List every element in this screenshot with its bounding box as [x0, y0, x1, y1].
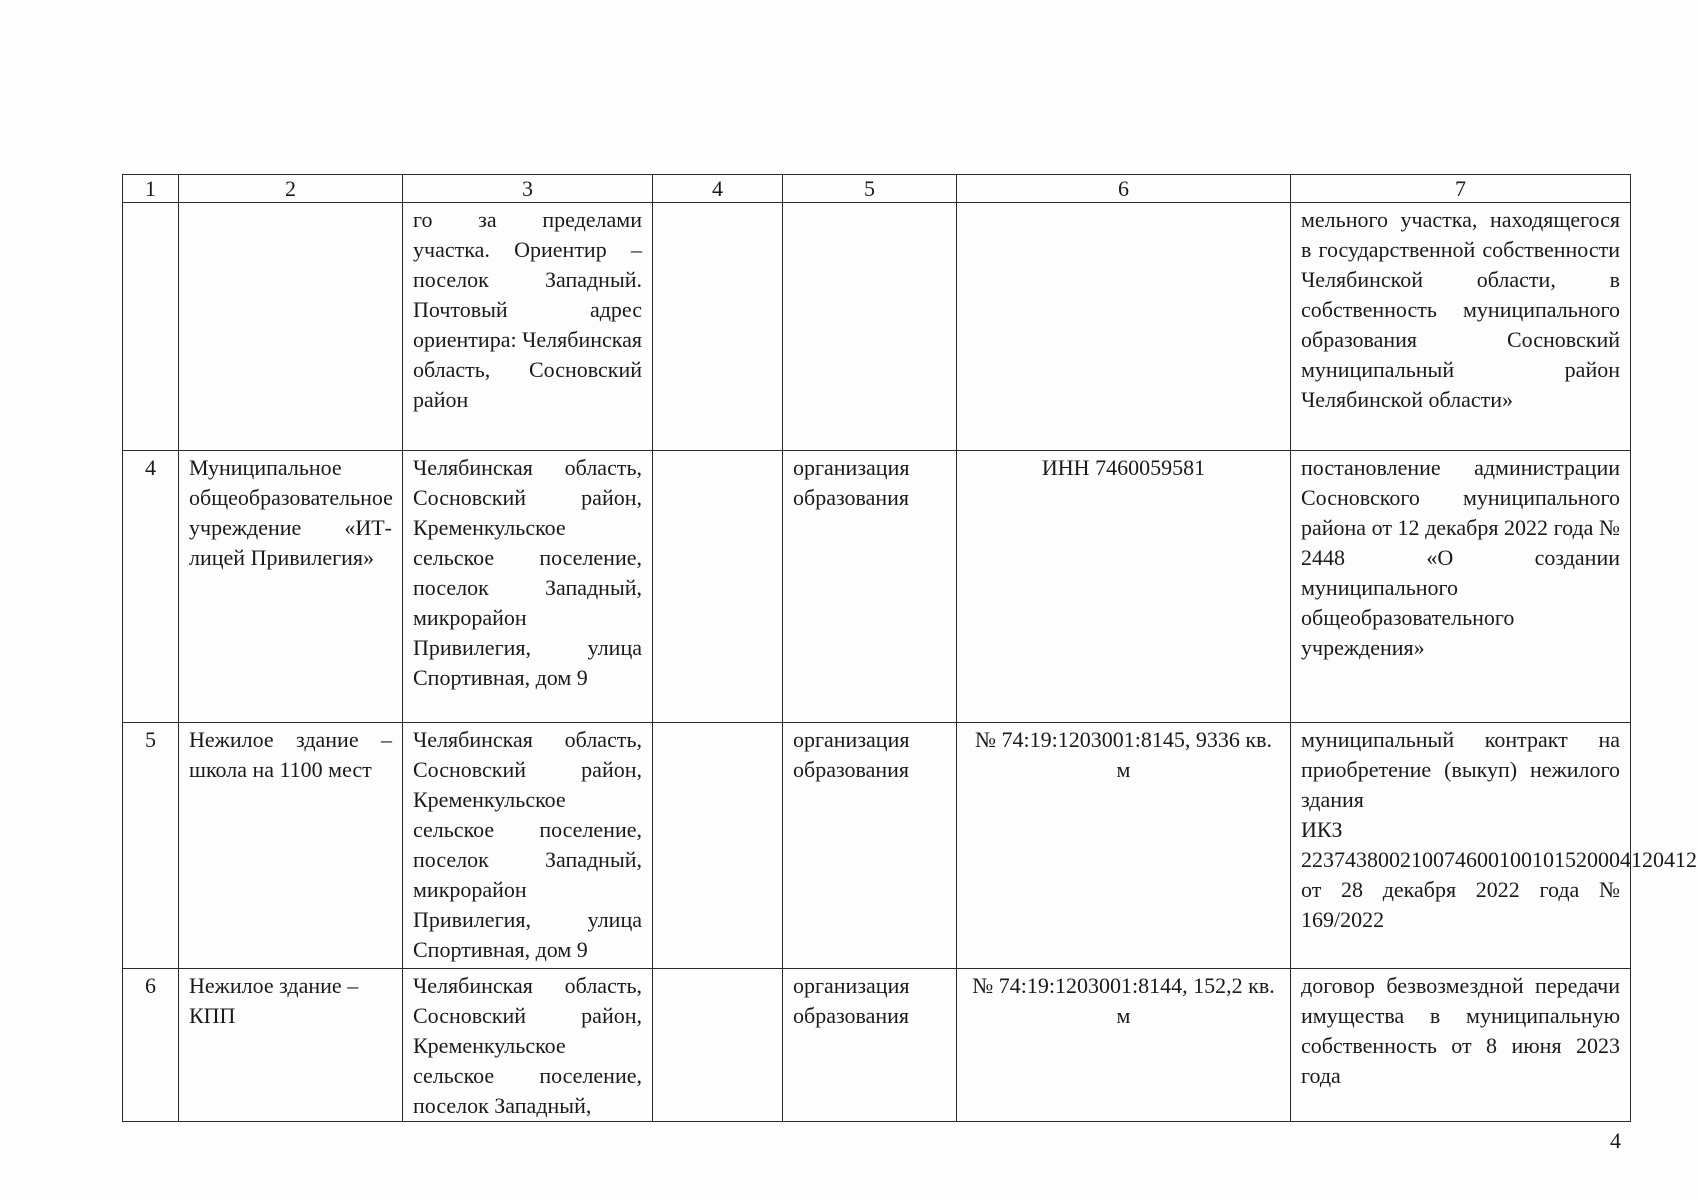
holder-type: [783, 203, 957, 451]
identifier: № 74:19:1203001:8144, 152,2 кв. м: [957, 969, 1291, 1122]
holder-type: организация образования: [783, 451, 957, 723]
holder-type: организация образования: [783, 969, 957, 1122]
object-name: Нежилое здание – КПП: [179, 969, 403, 1122]
page-number: 4: [1610, 1128, 1621, 1153]
row-number: 5: [123, 723, 179, 969]
row-number: [123, 203, 179, 451]
legal-basis: муниципальный контракт на приобретение (выкуп) нежилого здания ИКЗ 223743800210074600100101520004120412 от 28 декабря 2022 года № 169/2022: [1291, 723, 1631, 969]
object-name: [179, 203, 403, 451]
header-col-3: 3: [403, 175, 653, 203]
col-4-cell: [653, 451, 783, 723]
holder-type: организация образования: [783, 723, 957, 969]
table-row: [123, 451, 1631, 723]
object-name: Нежилое здание – школа на 1100 мест: [179, 723, 403, 969]
header-col-4: 4: [653, 175, 783, 203]
header-col-1: 1: [123, 175, 179, 203]
object-address: Челябинская область, Сосновский район, Кременкульское сельское поселение, поселок Западный, микрорайон Привилегия, улица Спортивная, дом 9: [403, 451, 653, 723]
header-col-7: 7: [1291, 175, 1631, 203]
legal-basis: договор безвозмездной передачи имущества в муниципальную собственность от 8 июня 2023 года: [1291, 969, 1631, 1122]
header-col-6: 6: [957, 175, 1291, 203]
header-row: [123, 175, 1631, 203]
object-address: го за пределами участка. Ориентир – поселок Западный. Почтовый адрес ориентира: Челябинская область, Сосновский район: [403, 203, 653, 451]
row-number: 6: [123, 969, 179, 1122]
row-number: 4: [123, 451, 179, 723]
table-row: [123, 723, 1631, 969]
legal-basis: постановление администрации Сосновского муниципального района от 12 декабря 2022 года № 2448 «О создании муниципального общеобразовательного учреждения»: [1291, 451, 1631, 723]
legal-basis: мельного участка, находящегося в государственной собственности Челябинской области, в собственность муниципального образования Сосновский муниципальный район Челябинской области»: [1291, 203, 1631, 451]
identifier: № 74:19:1203001:8145, 9336 кв. м: [957, 723, 1291, 969]
col-4-cell: [653, 969, 783, 1122]
table-row: [123, 203, 1631, 451]
identifier: ИНН 7460059581: [957, 451, 1291, 723]
property-register-table: [122, 174, 1697, 1122]
identifier: [957, 203, 1291, 451]
header-col-2: 2: [179, 175, 403, 203]
table-row: [123, 969, 1631, 1122]
col-4-cell: [653, 723, 783, 969]
header-col-5: 5: [783, 175, 957, 203]
object-name: Муниципальное общеобразовательное учреждение «ИТ-лицей Привилегия»: [179, 451, 403, 723]
object-address: Челябинская область, Сосновский район, Кременкульское сельское поселение, поселок Западный,: [403, 969, 653, 1122]
object-address: Челябинская область, Сосновский район, Кременкульское сельское поселение, поселок Западный, микрорайон Привилегия, улица Спортивная, дом 9: [403, 723, 653, 969]
table-header: [123, 175, 1631, 203]
col-4-cell: [653, 203, 783, 451]
